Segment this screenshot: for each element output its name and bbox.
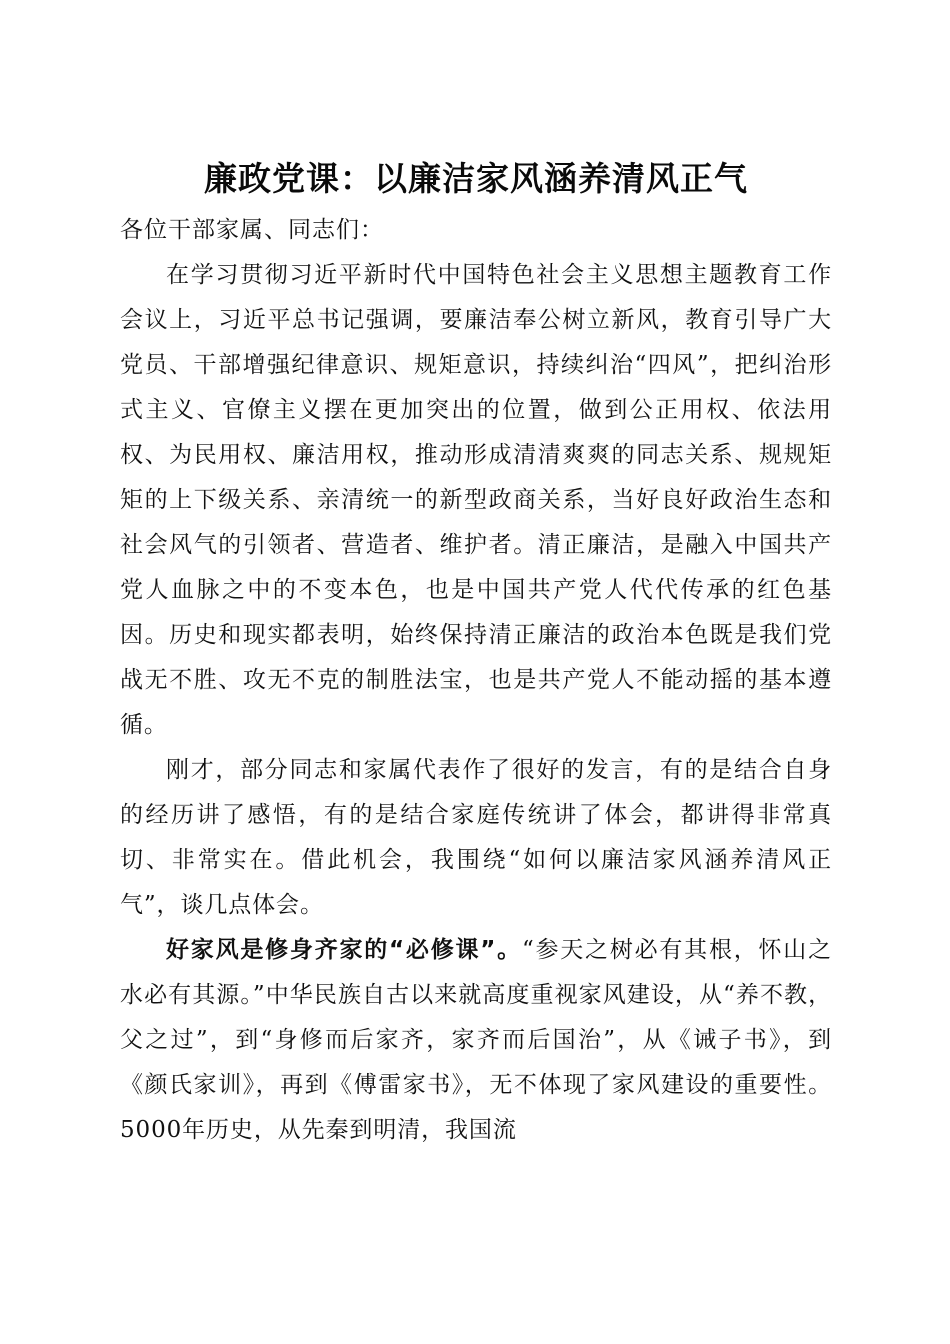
paragraph-3-text: “参天之树必有其根，怀山之水必有其源。”中华民族自古以来就高度重视家风建设，从“养不教，父之过”，到“身修而后家齐，家齐而后国治”，从《诫子书》，到《颜氏家训》，再到《傅雷家书》，无不体现了家风建设的重要性。5000年历史，从先秦到明清，我国流 [120, 937, 832, 1143]
paragraph-1 [120, 253, 832, 748]
paragraph-1-text: 在学习贯彻习近平新时代中国特色社会主义思想主题教育工作会议上，习近平总书记强调，要廉洁奉公树立新风，教育引导广大党员、干部增强纪律意识、规矩意识，持续纠治“四风”，把纠治形式主义、官僚主义摆在更加突出的位置，做到公正用权、依法用权、为民用权、廉洁用权，推动形成清清爽爽的同志关系、规规矩矩的上下级关系、亲清统一的新型政商关系，当好良好政治生态和社会风气的引领者、营造者、维护者。清正廉洁，是融入中国共产党人血脉之中的不变本色，也是中国共产党人代代传承的红色基因。历史和现实都表明，始终保持清正廉洁的政治本色既是我们党战无不胜、攻无不克的制胜法宝，也是共产党人不能动摇的基本遵循。 [120, 262, 832, 738]
salutation: 各位干部家属、同志们： [120, 217, 384, 243]
document-title: 廉政党课：以廉洁家风涵养清风正气 [204, 159, 748, 198]
paragraph-3 [120, 928, 832, 1153]
paragraph-2 [120, 748, 832, 928]
document-page [120, 150, 832, 1153]
paragraph-2-text: 刚才，部分同志和家属代表作了很好的发言，有的是结合自身的经历讲了感悟，有的是结合家庭传统讲了体会，都讲得非常真切、非常实在。借此机会，我围绕“如何以廉洁家风涵养清风正气”，谈几点体会。 [120, 757, 832, 918]
paragraph-3-heading: 好家风是修身齐家的“必修课”。 [166, 937, 522, 963]
